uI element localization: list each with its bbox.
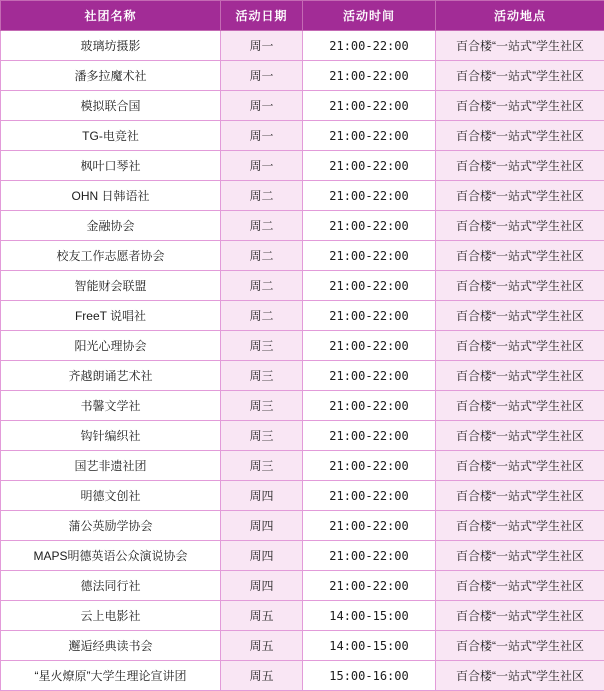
activity-location-cell: 百合楼“一站式”学生社区 [436, 271, 604, 301]
activity-location-cell: 百合楼“一站式”学生社区 [436, 541, 604, 571]
activity-day-cell: 周二 [221, 241, 303, 271]
activity-day-cell: 周五 [221, 601, 303, 631]
club-name-cell: TG-电竞社 [1, 121, 221, 151]
activity-location-cell: 百合楼“一站式”学生社区 [436, 121, 604, 151]
table-row [1, 91, 604, 121]
header-cell-activity-location: 活动地点 [436, 1, 604, 31]
activity-time-cell: 21:00-22:00 [303, 211, 436, 241]
table-row [1, 661, 604, 691]
table-row [1, 601, 604, 631]
table-row [1, 61, 604, 91]
activity-time-cell: 21:00-22:00 [303, 181, 436, 211]
activity-time-cell: 14:00-15:00 [303, 631, 436, 661]
activity-day-cell: 周四 [221, 571, 303, 601]
activity-location-cell: 百合楼“一站式”学生社区 [436, 391, 604, 421]
table-row [1, 271, 604, 301]
activity-time-cell: 21:00-22:00 [303, 301, 436, 331]
table-row [1, 391, 604, 421]
activity-time-cell: 21:00-22:00 [303, 481, 436, 511]
activity-day-cell: 周二 [221, 271, 303, 301]
club-name-cell: 玻璃坊摄影 [1, 31, 221, 61]
activity-day-cell: 周四 [221, 481, 303, 511]
club-name-cell: MAPS明德英语公众演说协会 [1, 541, 221, 571]
table-row [1, 631, 604, 661]
table-row [1, 31, 604, 61]
activity-location-cell: 百合楼“一站式”学生社区 [436, 241, 604, 271]
table-row [1, 121, 604, 151]
activity-time-cell: 21:00-22:00 [303, 391, 436, 421]
table-row [1, 571, 604, 601]
club-name-cell: 国艺非遗社团 [1, 451, 221, 481]
activity-time-cell: 15:00-16:00 [303, 661, 436, 691]
table-row [1, 511, 604, 541]
activity-time-cell: 21:00-22:00 [303, 61, 436, 91]
activity-day-cell: 周一 [221, 31, 303, 61]
table-row [1, 541, 604, 571]
activity-time-cell: 21:00-22:00 [303, 421, 436, 451]
activity-location-cell: 百合楼“一站式”学生社区 [436, 481, 604, 511]
activity-day-cell: 周三 [221, 421, 303, 451]
activity-day-cell: 周二 [221, 181, 303, 211]
activity-day-cell: 周三 [221, 451, 303, 481]
activity-time-cell: 21:00-22:00 [303, 31, 436, 61]
activity-location-cell: 百合楼“一站式”学生社区 [436, 331, 604, 361]
activity-day-cell: 周一 [221, 61, 303, 91]
club-name-cell: 智能财会联盟 [1, 271, 221, 301]
table-row [1, 211, 604, 241]
table-row [1, 151, 604, 181]
club-name-cell: OHN 日韩语社 [1, 181, 221, 211]
club-name-cell: 金融协会 [1, 211, 221, 241]
header-row [1, 1, 604, 31]
activity-location-cell: 百合楼“一站式”学生社区 [436, 421, 604, 451]
activity-time-cell: 21:00-22:00 [303, 91, 436, 121]
activity-location-cell: 百合楼“一站式”学生社区 [436, 91, 604, 121]
activity-time-cell: 21:00-22:00 [303, 361, 436, 391]
activity-time-cell: 21:00-22:00 [303, 451, 436, 481]
header-cell-club-name: 社团名称 [1, 1, 221, 31]
club-name-cell: 钩针编织社 [1, 421, 221, 451]
table-row [1, 241, 604, 271]
table-row [1, 421, 604, 451]
activity-location-cell: 百合楼“一站式”学生社区 [436, 511, 604, 541]
club-name-cell: 模拟联合国 [1, 91, 221, 121]
club-name-cell: 书馨文学社 [1, 391, 221, 421]
club-name-cell: 枫叶口琴社 [1, 151, 221, 181]
activity-location-cell: 百合楼“一站式”学生社区 [436, 661, 604, 691]
table-row [1, 331, 604, 361]
activity-location-cell: 百合楼“一站式”学生社区 [436, 451, 604, 481]
activity-location-cell: 百合楼“一站式”学生社区 [436, 571, 604, 601]
club-name-cell: 云上电影社 [1, 601, 221, 631]
activity-day-cell: 周五 [221, 661, 303, 691]
activity-day-cell: 周五 [221, 631, 303, 661]
club-name-cell: 潘多拉魔术社 [1, 61, 221, 91]
activity-day-cell: 周一 [221, 121, 303, 151]
activity-day-cell: 周三 [221, 361, 303, 391]
club-name-cell: FreeT 说唱社 [1, 301, 221, 331]
table-row [1, 301, 604, 331]
activity-location-cell: 百合楼“一站式”学生社区 [436, 151, 604, 181]
activity-location-cell: 百合楼“一站式”学生社区 [436, 181, 604, 211]
activity-day-cell: 周四 [221, 511, 303, 541]
activity-day-cell: 周一 [221, 91, 303, 121]
activity-time-cell: 21:00-22:00 [303, 511, 436, 541]
activity-day-cell: 周三 [221, 391, 303, 421]
activity-location-cell: 百合楼“一站式”学生社区 [436, 301, 604, 331]
club-name-cell: 蒲公英励学协会 [1, 511, 221, 541]
activity-time-cell: 14:00-15:00 [303, 601, 436, 631]
activity-time-cell: 21:00-22:00 [303, 571, 436, 601]
activity-location-cell: 百合楼“一站式”学生社区 [436, 361, 604, 391]
club-name-cell: “星火燎原”大学生理论宣讲团 [1, 661, 221, 691]
header-cell-activity-time: 活动时间 [303, 1, 436, 31]
activity-time-cell: 21:00-22:00 [303, 241, 436, 271]
header-cell-activity-day: 活动日期 [221, 1, 303, 31]
activity-location-cell: 百合楼“一站式”学生社区 [436, 631, 604, 661]
club-name-cell: 明德文创社 [1, 481, 221, 511]
club-name-cell: 阳光心理协会 [1, 331, 221, 361]
activity-location-cell: 百合楼“一站式”学生社区 [436, 211, 604, 241]
activity-time-cell: 21:00-22:00 [303, 271, 436, 301]
activity-location-cell: 百合楼“一站式”学生社区 [436, 61, 604, 91]
activity-day-cell: 周四 [221, 541, 303, 571]
activity-time-cell: 21:00-22:00 [303, 541, 436, 571]
club-name-cell: 齐越朗诵艺术社 [1, 361, 221, 391]
activity-day-cell: 周一 [221, 151, 303, 181]
activity-location-cell: 百合楼“一站式”学生社区 [436, 31, 604, 61]
activity-day-cell: 周二 [221, 211, 303, 241]
activity-time-cell: 21:00-22:00 [303, 151, 436, 181]
activity-time-cell: 21:00-22:00 [303, 331, 436, 361]
table-row [1, 181, 604, 211]
table-row [1, 481, 604, 511]
activity-day-cell: 周三 [221, 331, 303, 361]
table-row [1, 361, 604, 391]
activity-time-cell: 21:00-22:00 [303, 121, 436, 151]
club-name-cell: 邂逅经典读书会 [1, 631, 221, 661]
activity-day-cell: 周二 [221, 301, 303, 331]
club-name-cell: 德法同行社 [1, 571, 221, 601]
activity-location-cell: 百合楼“一站式”学生社区 [436, 601, 604, 631]
club-name-cell: 校友工作志愿者协会 [1, 241, 221, 271]
table-row [1, 451, 604, 481]
